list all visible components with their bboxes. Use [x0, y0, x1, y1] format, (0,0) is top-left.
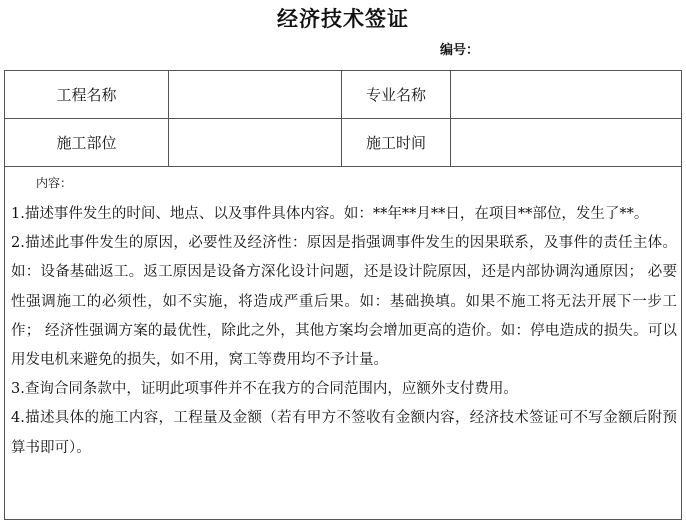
content-item-2: 2.描述此事件发生的原因，必要性及经济性：原因是指强调事件发生的因果联系，及事件的责任主体。如：设备基础返工。返工原因是设备方深化设计问题，还是设计院原因，还是内部协调沟通原因； 必要性强调施工的必须性，如不实施，将造成严重后果。如：基础换填。如果不施工将无法开展下一步工作； 经济性强调方案的最优性，除此之外，其他方案均会增加更高的造价。如：停电造成的损失。可以用发电机来避免的损失，如不用，窝工等费用均不予计量。 [11, 235, 677, 369]
content-item-4: 4.描述具体的施工内容，工程量及金额（若有甲方不签收有金额内容，经济技术签证可不写金额后附预算书即可）。 [11, 410, 677, 456]
construction-time-label: 施工时间 [342, 119, 451, 166]
document-title: 经济技术签证 [277, 7, 409, 31]
construction-part-field[interactable] [169, 119, 342, 166]
content-items [11, 200, 677, 463]
construction-time-field[interactable] [451, 119, 681, 166]
specialty-field[interactable] [451, 71, 681, 118]
project-name-field[interactable] [169, 71, 342, 118]
document-number-label: 编号： [440, 43, 480, 58]
content-item-1: 1.描述事件发生的时间、地点、以及事件具体内容。如：**年**月**日，在项目**部位，发生了**。 [11, 206, 649, 222]
project-name-label: 工程名称 [5, 71, 169, 118]
specialty-label: 专业名称 [342, 71, 451, 118]
construction-part-label: 施工部位 [5, 119, 169, 166]
form-row-project [5, 71, 681, 119]
form-row-construction [5, 119, 681, 167]
content-item-3: 3.查询合同条款中，证明此项事件并不在我方的合同范围内，应额外支付费用。 [11, 381, 518, 398]
content-label: 内容： [36, 176, 73, 190]
visa-form-table [4, 70, 682, 520]
